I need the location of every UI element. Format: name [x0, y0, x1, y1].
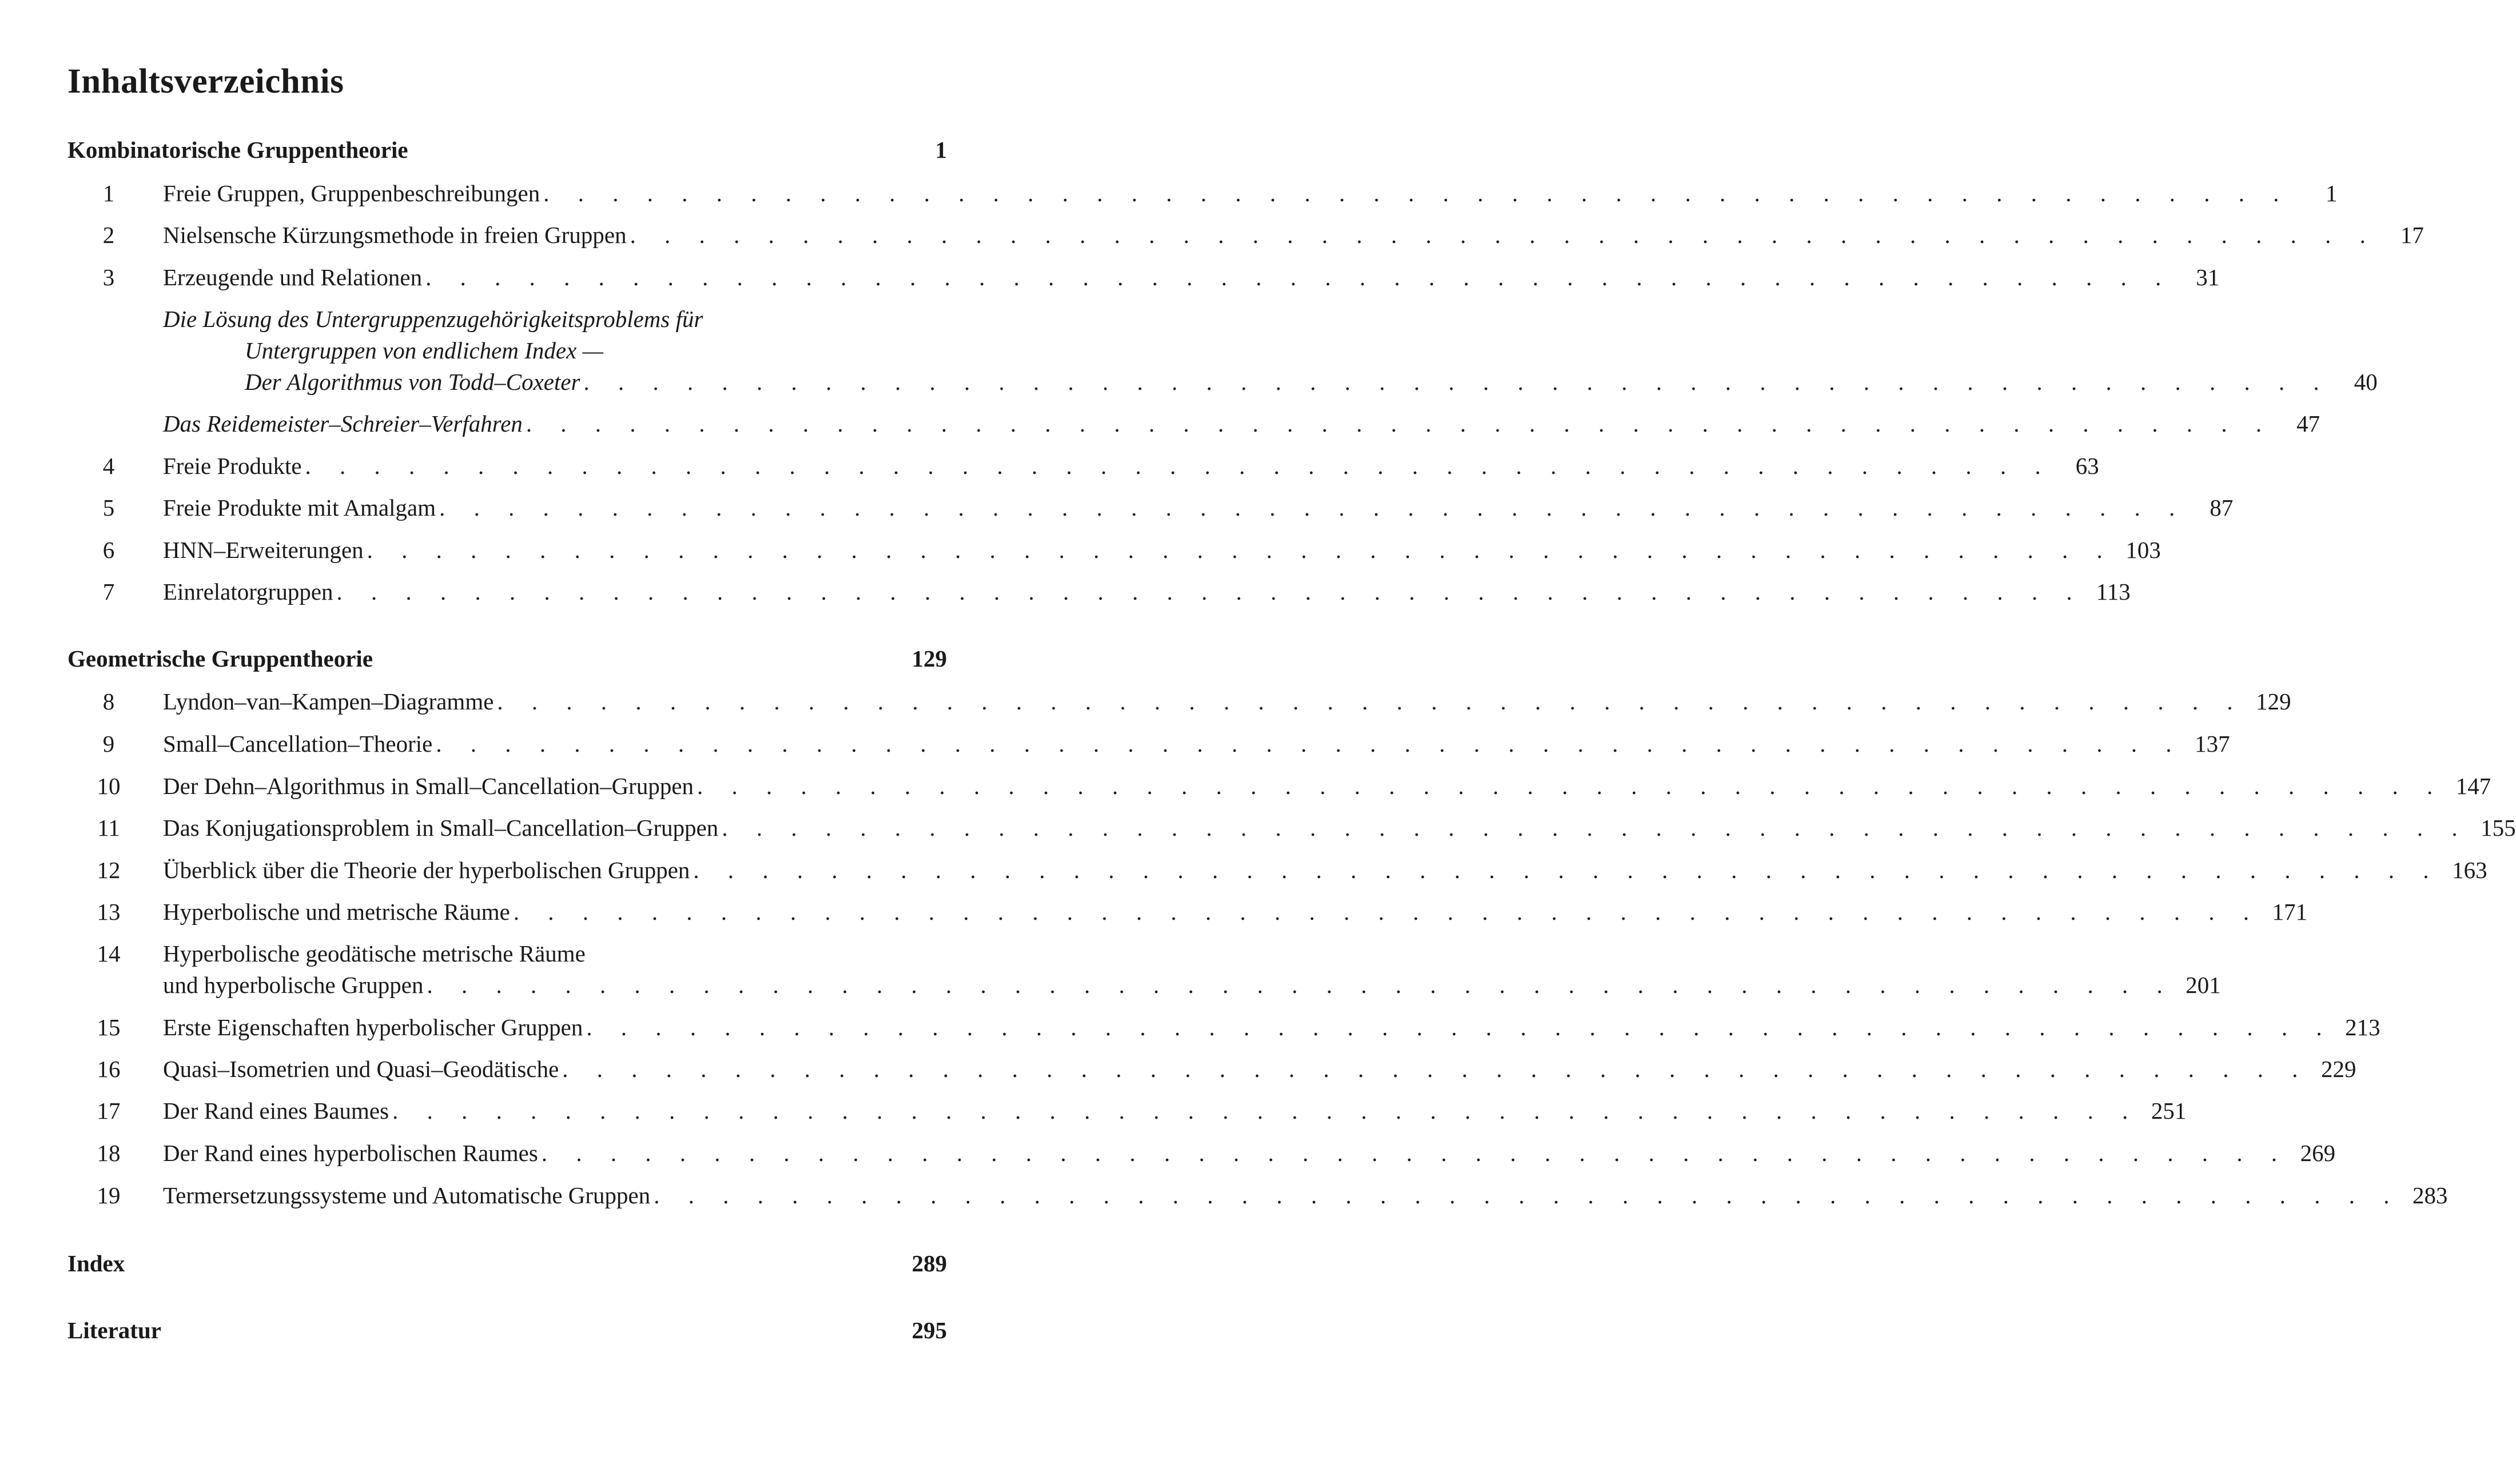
leader-dots: . . . . . . . . . . . . . . . . . . . . . . . . . . . . . . . . . . . . . . . . . . . . . . . . . . .	[630, 222, 2377, 248]
chapter-number: 8	[102, 688, 115, 715]
part-title: Geometrische Gruppentheorie	[67, 645, 373, 672]
section-page: 40	[2354, 369, 2378, 395]
leader-dots: . . . . . . . . . . . . . . . . . . . . . . . . . . . . . . . . . . . . . . . . . . . . . . . . . . .	[305, 453, 2052, 479]
chapter-title: Überblick über die Theorie der hyperbolischen Gruppen	[163, 857, 690, 883]
leader-dots: . . . . . . . . . . . . . . . . . . . . . . . . . . . . . . . . . . . . . . . . . . . . . . . . . . .	[693, 857, 2441, 883]
chapter-number: 4	[102, 453, 115, 479]
chapter-page: 229	[2321, 1056, 2356, 1082]
chapter-title: Der Rand eines Baumes	[163, 1098, 389, 1124]
chapter-number: 16	[97, 1056, 121, 1082]
part-page: 1	[935, 137, 947, 163]
chapter-page: 213	[2345, 1014, 2380, 1040]
chapter-title: HNN–Erweiterungen	[163, 537, 364, 563]
section-title-line-1: Die Lösung des Untergruppenzugehörigkeitsproblems für	[163, 306, 703, 332]
chapter-page: 1	[2325, 180, 2338, 206]
chapter-page: 113	[2096, 579, 2131, 605]
chapter-page: 137	[2195, 731, 2230, 757]
chapter-page: 103	[2125, 537, 2161, 563]
part-page: 129	[911, 645, 947, 672]
chapter-title: Freie Produkte	[163, 453, 302, 479]
leader-dots: . . . . . . . . . . . . . . . . . . . . . . . . . . . . . . . . . . . . . . . . . . . . . . . . . . .	[427, 972, 2174, 998]
chapter-number: 15	[97, 1014, 121, 1040]
leader-dots: . . . . . . . . . . . . . . . . . . . . . . . . . . . . . . . . . . . . . . . . . . . . . . . . . . .	[543, 180, 2291, 206]
section-title: Das Reidemeister–Schreier–Verfahren	[163, 410, 523, 437]
chapter-number: 1	[102, 180, 115, 206]
chapter-title: Termersetzungssysteme und Automatische Gruppen	[163, 1182, 651, 1208]
part-page: 289	[911, 1250, 947, 1276]
chapter-number: 3	[102, 264, 115, 290]
leader-dots: . . . . . . . . . . . . . . . . . . . . . . . . . . . . . . . . . . . . . . . . . . . . . . . . . . .	[586, 1014, 2334, 1040]
chapter-number: 10	[97, 773, 121, 799]
part-heading-geometric	[67, 645, 947, 672]
leader-dots: . . . . . . . . . . . . . . . . . . . . . . . . . . . . . . . . . . . . . . . . . . . . . . . . . . .	[654, 1182, 2401, 1208]
leader-dots: . . . . . . . . . . . . . . . . . . . . . . . . . . . . . . . . . . . . . . . . . . . . . . . . . . .	[392, 1098, 2140, 1124]
chapter-page: 171	[2272, 899, 2308, 925]
chapter-number: 17	[97, 1098, 121, 1124]
chapter-title: Small–Cancellation–Theorie	[163, 731, 433, 757]
chapter-page: 163	[2452, 857, 2487, 883]
section-title-line-2: Untergruppen von endlichem Index —	[245, 337, 603, 364]
chapter-title: Einrelatorgruppen	[163, 579, 333, 605]
chapter-page: 283	[2412, 1182, 2448, 1208]
page-title: Inhaltsverzeichnis	[67, 62, 344, 101]
part-heading-combinatorial	[67, 136, 947, 163]
chapter-page: 17	[2400, 222, 2424, 248]
chapter-page: 31	[2196, 264, 2220, 290]
chapter-number: 12	[97, 857, 121, 883]
chapter-number: 18	[97, 1140, 121, 1166]
chapter-page: 251	[2151, 1098, 2187, 1124]
chapter-page: 63	[2075, 453, 2099, 479]
chapter-page: 155	[2481, 815, 2516, 841]
chapter-number: 5	[102, 494, 115, 521]
chapter-title: Der Rand eines hyperbolischen Raumes	[163, 1140, 538, 1166]
leader-dots: . . . . . . . . . . . . . . . . . . . . . . . . . . . . . . . . . . . . . . . . . . . . . . . . . . .	[336, 579, 2084, 605]
chapter-number: 19	[97, 1182, 121, 1208]
leader-dots: . . . . . . . . . . . . . . . . . . . . . . . . . . . . . . . . . . . . . . . . . . . . . . . . . . .	[526, 410, 2274, 437]
part-heading-index	[67, 1250, 947, 1277]
chapter-number: 7	[102, 579, 115, 605]
chapter-title: Quasi–Isometrien und Quasi–Geodätische	[163, 1056, 559, 1082]
leader-dots: . . . . . . . . . . . . . . . . . . . . . . . . . . . . . . . . . . . . . . . . . . . . . . . . . . .	[697, 773, 2445, 799]
chapter-number: 6	[102, 537, 115, 563]
chapter-title-line-1: Hyperbolische geodätische metrische Räume	[163, 940, 586, 967]
section-page: 47	[2296, 410, 2320, 437]
leader-dots: . . . . . . . . . . . . . . . . . . . . . . . . . . . . . . . . . . . . . . . . . . . . . . . . . . .	[367, 537, 2114, 563]
chapter-title: Hyperbolische und metrische Räume	[163, 899, 510, 925]
leader-dots: . . . . . . . . . . . . . . . . . . . . . . . . . . . . . . . . . . . . . . . . . . . . . . . . . . .	[425, 264, 2173, 290]
chapter-page: 269	[2300, 1140, 2336, 1166]
part-title: Index	[67, 1250, 125, 1276]
part-title: Literatur	[67, 1317, 161, 1343]
leader-dots: . . . . . . . . . . . . . . . . . . . . . . . . . . . . . . . . . . . . . . . . . . . . . . . . . . .	[439, 494, 2187, 521]
chapter-title: Der Dehn–Algorithmus in Small–Cancellation–Gruppen	[163, 773, 694, 799]
leader-dots: . . . . . . . . . . . . . . . . . . . . . . . . . . . . . . . . . . . . . . . . . . . . . . . . . . .	[436, 731, 2183, 757]
chapter-number: 14	[97, 940, 121, 967]
chapter-number: 9	[102, 731, 115, 757]
chapter-page: 87	[2210, 494, 2234, 521]
part-heading-literature	[67, 1317, 947, 1344]
chapter-title-line-2: und hyperbolische Gruppen	[163, 972, 424, 998]
leader-dots: . . . . . . . . . . . . . . . . . . . . . . . . . . . . . . . . . . . . . . . . . . . . . . . . . . .	[497, 688, 2244, 715]
chapter-title: Erzeugende und Relationen	[163, 264, 423, 290]
chapter-title: Freie Produkte mit Amalgam	[163, 494, 436, 521]
leader-dots: . . . . . . . . . . . . . . . . . . . . . . . . . . . . . . . . . . . . . . . . . . . . . . . . . . .	[562, 1056, 2310, 1082]
chapter-number: 13	[97, 899, 121, 925]
part-title: Kombinatorische Gruppentheorie	[67, 137, 408, 163]
chapter-title: Das Konjugationsproblem in Small–Cancellation–Gruppen	[163, 815, 719, 841]
chapter-number: 11	[97, 815, 120, 841]
leader-dots: . . . . . . . . . . . . . . . . . . . . . . . . . . . . . . . . . . . . . . . . . . . . . . . . . . .	[541, 1140, 2289, 1166]
section-title-line-3: Der Algorithmus von Todd–Coxeter	[245, 369, 580, 395]
chapter-title: Erste Eigenschaften hyperbolischer Gruppen	[163, 1014, 583, 1040]
chapter-title: Nielsensche Kürzungsmethode in freien Gruppen	[163, 222, 627, 248]
leader-dots: . . . . . . . . . . . . . . . . . . . . . . . . . . . . . . . . . . . . . . . . . . . . . . . . . . .	[722, 815, 2469, 841]
chapter-page: 201	[2185, 972, 2221, 998]
chapter-title: Freie Gruppen, Gruppenbeschreibungen	[163, 180, 540, 206]
chapter-page: 129	[2256, 688, 2291, 715]
chapter-page: 147	[2455, 773, 2491, 799]
leader-dots: . . . . . . . . . . . . . . . . . . . . . . . . . . . . . . . . . . . . . . . . . . . . . . . . . . .	[583, 369, 2331, 395]
part-page: 295	[911, 1317, 947, 1343]
chapter-title: Lyndon–van–Kampen–Diagramme	[163, 688, 494, 715]
leader-dots: . . . . . . . . . . . . . . . . . . . . . . . . . . . . . . . . . . . . . . . . . . . . . . . . . . .	[513, 899, 2261, 925]
chapter-number: 2	[102, 222, 115, 248]
